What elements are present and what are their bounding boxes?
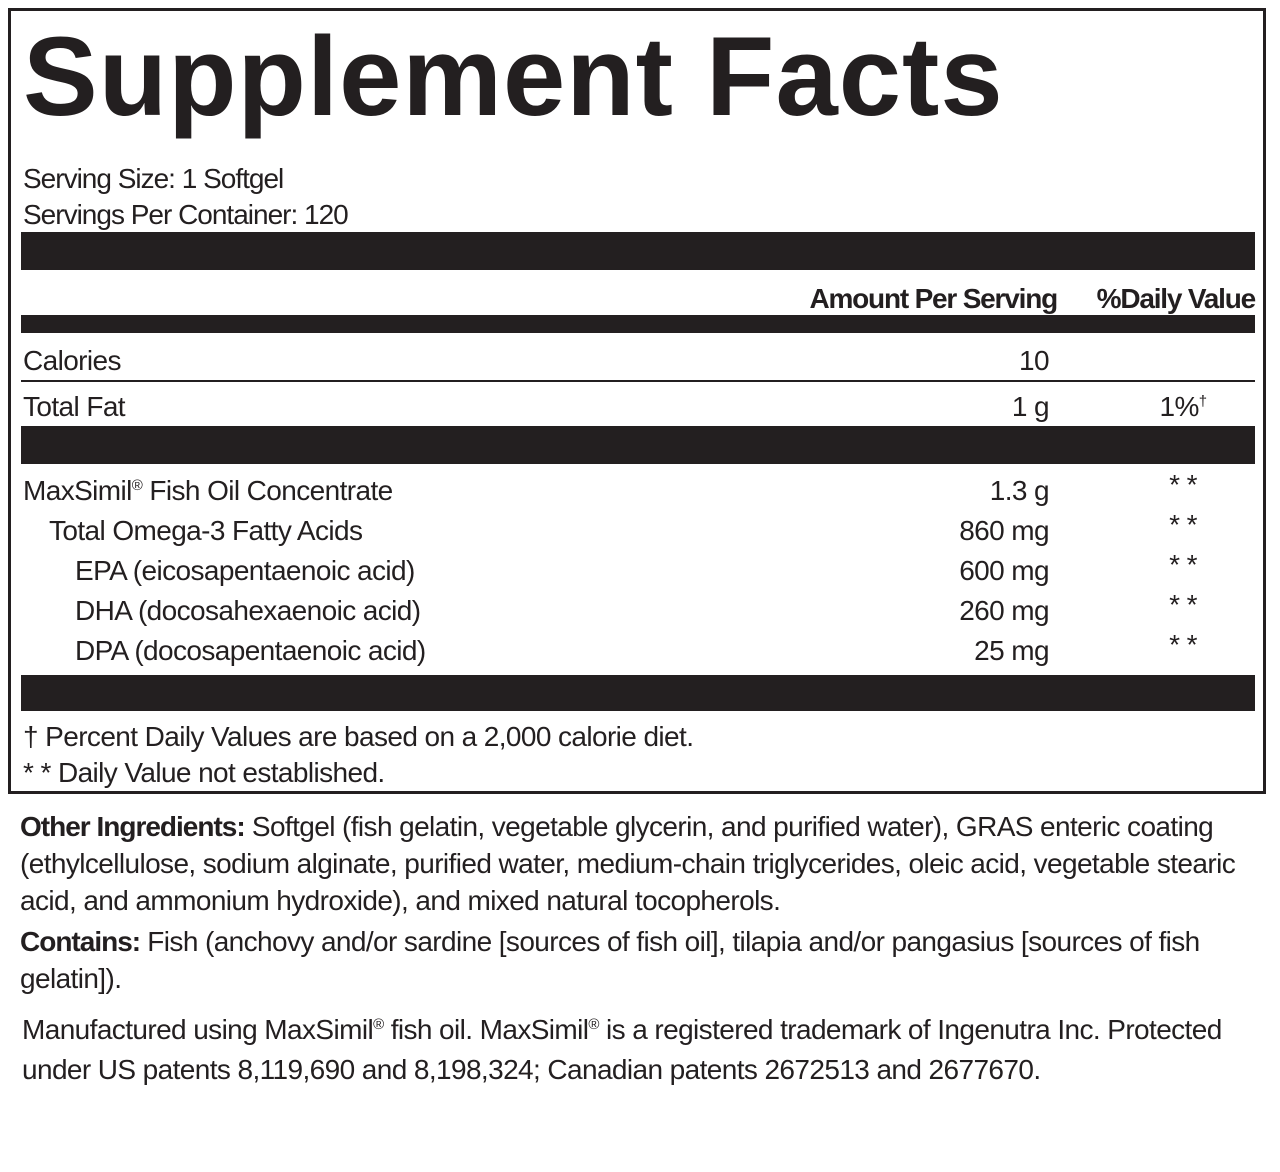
total-fat-row — [21, 387, 1255, 427]
ingredient-row — [21, 551, 1255, 591]
footnote-not-established: * * Daily Value not established. — [23, 757, 385, 788]
ingredient-daily-value: * * — [1169, 629, 1197, 660]
registered-mark: ® — [131, 477, 143, 494]
ingredient-name: Total Omega-3 Fatty Acids — [49, 515, 363, 546]
other-ingredients-label: Other Ingredients: — [20, 811, 245, 842]
daily-value-header: %Daily Value — [1096, 283, 1255, 314]
ingredient-amount: 260 mg — [959, 595, 1049, 626]
registered-mark: ® — [588, 1016, 599, 1033]
ingredient-amount: 600 mg — [959, 555, 1049, 586]
servings-per-container: Servings Per Container: 120 — [23, 199, 348, 230]
ingredient-row — [21, 591, 1255, 631]
ingredient-amount: 860 mg — [959, 515, 1049, 546]
contains-statement — [20, 923, 1260, 997]
ingredient-name: DPA (docosapentaenoic acid) — [75, 635, 426, 666]
ingredient-amount: 1.3 g — [989, 475, 1049, 506]
medium-divider — [21, 315, 1255, 333]
ingredient-row — [21, 471, 1255, 511]
ingredient-daily-value: * * — [1169, 509, 1197, 540]
other-ingredients-text: Softgel (fish gelatin, vegetable glycerin, and purified water), GRAS enteric coating (ethylcellulose, sodium alginate, purified water, medium-chain triglycerides, oleic acid, vegetable stearic acid, and ammonium hydroxide), and mixed natural tocopherols. — [20, 811, 1236, 916]
ingredient-row — [21, 631, 1255, 671]
manufacturer-statement: Manufactured using MaxSimil® fish oil. MaxSimil® is a registered trademark of Ingenutra Inc. Protected under US patents 8,119,690 and 8,198,324; Canadian patents 2672513 and 2677670. — [22, 1014, 1222, 1085]
ingredient-row — [21, 511, 1255, 551]
contains-label: Contains: — [20, 926, 141, 957]
nutrient-amount: 10 — [1019, 345, 1049, 376]
registered-mark: ® — [373, 1016, 384, 1033]
footnote-daily-values: † Percent Daily Values are based on a 2,000 calorie diet. — [23, 721, 694, 752]
supplement-facts-panel — [8, 8, 1266, 794]
ingredient-name: MaxSimil® Fish Oil Concentrate — [23, 475, 393, 506]
contains-text: Fish (anchovy and/or sardine [sources of fish oil], tilapia and/or pangasius [sources of fish gelatin]). — [20, 926, 1200, 994]
other-ingredients — [20, 808, 1260, 919]
thick-divider — [21, 232, 1255, 270]
nutrient-name: Total Fat — [23, 391, 125, 422]
ingredient-amount: 25 mg — [974, 635, 1049, 666]
ingredient-name: DHA (docosahexaenoic acid) — [75, 595, 421, 626]
amount-per-serving-header: Amount Per Serving — [809, 283, 1057, 314]
nutrient-daily-value: 1%† — [1159, 391, 1207, 422]
ingredient-daily-value: * * — [1169, 469, 1197, 500]
serving-size: Serving Size: 1 Softgel — [23, 163, 284, 194]
calories-row — [21, 341, 1255, 381]
nutrient-amount: 1 g — [1011, 391, 1049, 422]
nutrient-name: Calories — [23, 345, 121, 376]
thick-divider — [21, 426, 1255, 464]
dagger-mark: † — [1198, 393, 1207, 410]
ingredient-daily-value: * * — [1169, 549, 1197, 580]
ingredient-daily-value: * * — [1169, 589, 1197, 620]
thin-divider — [21, 380, 1255, 382]
panel-title: Supplement Facts — [23, 14, 1004, 139]
thick-divider — [21, 675, 1255, 711]
ingredient-name: EPA (eicosapentaenoic acid) — [75, 555, 415, 586]
